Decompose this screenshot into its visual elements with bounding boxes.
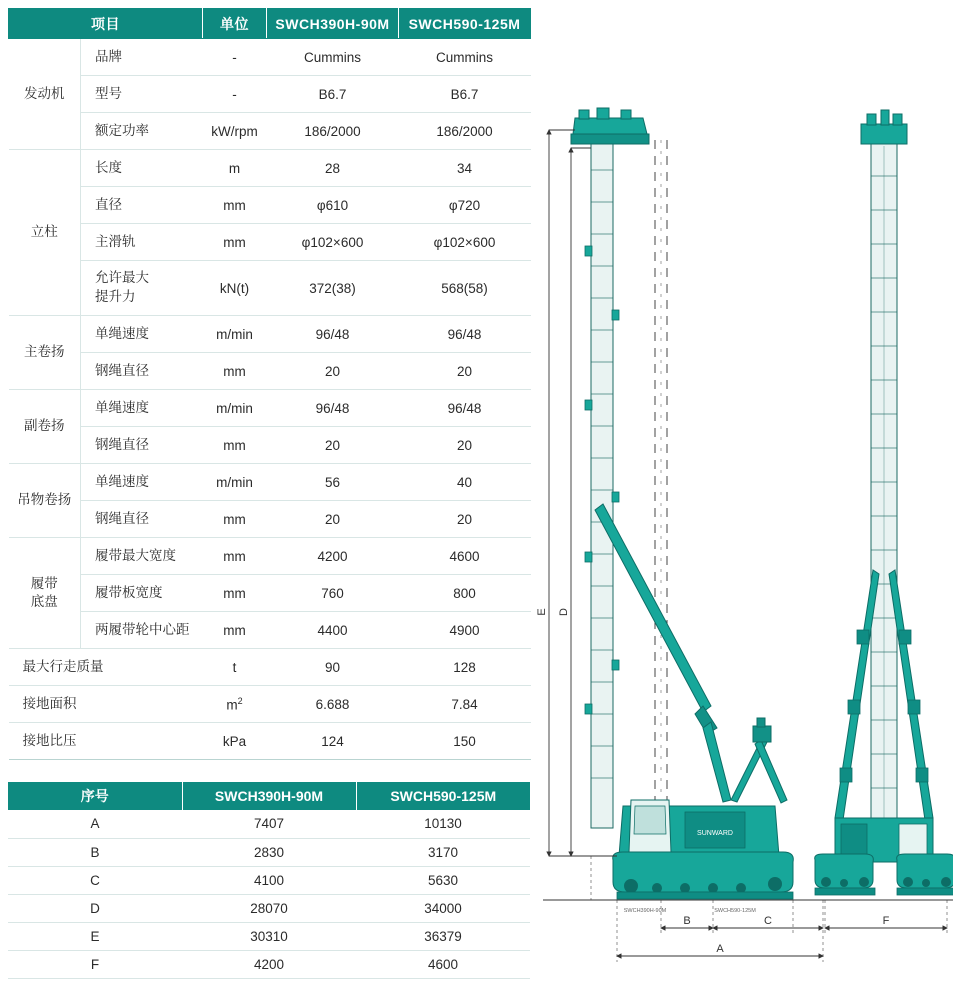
dims-value-1: 30310 bbox=[182, 922, 356, 950]
row-value-2: 568(58) bbox=[399, 261, 531, 316]
row-value-2: 96/48 bbox=[399, 390, 531, 427]
row-value-2: Cummins bbox=[399, 39, 531, 76]
row-value-1: 56 bbox=[267, 464, 399, 501]
row-value-2: 7.84 bbox=[399, 686, 531, 723]
row-value-1: 20 bbox=[267, 501, 399, 538]
table-row bbox=[9, 224, 531, 261]
row-value-1: 20 bbox=[267, 427, 399, 464]
dims-value-2: 34000 bbox=[356, 894, 530, 922]
dims-label: F bbox=[8, 950, 182, 978]
table-row bbox=[8, 838, 530, 866]
dimension-label-E: E bbox=[536, 608, 548, 616]
spec-header-model-2: SWCH590-125M bbox=[399, 9, 531, 39]
dims-value-2: 5630 bbox=[356, 866, 530, 894]
row-value-2: B6.7 bbox=[399, 76, 531, 113]
dims-header-model-1: SWCH390H-90M bbox=[182, 782, 356, 810]
row-value-2: 150 bbox=[399, 723, 531, 760]
row-unit: - bbox=[203, 76, 267, 113]
row-value-2: 800 bbox=[399, 575, 531, 612]
table-row bbox=[9, 538, 531, 575]
row-value-2: 4900 bbox=[399, 612, 531, 649]
group-label-undercarriage bbox=[9, 538, 81, 649]
table-row bbox=[9, 723, 531, 760]
row-unit: kW/rpm bbox=[203, 113, 267, 150]
table-row bbox=[8, 922, 530, 950]
row-item: 单绳速度 bbox=[81, 390, 203, 427]
row-item-line2: 提升力 bbox=[95, 289, 136, 304]
table-row bbox=[9, 390, 531, 427]
row-value-2: 20 bbox=[399, 353, 531, 390]
row-value-1: φ610 bbox=[267, 187, 399, 224]
row-value-2: 4600 bbox=[399, 538, 531, 575]
row-unit: m/min bbox=[203, 464, 267, 501]
group-label-lifting-winch: 吊物卷扬 bbox=[9, 464, 81, 538]
spec-header-unit: 单位 bbox=[203, 9, 267, 39]
row-value-2: 20 bbox=[399, 501, 531, 538]
table-row bbox=[9, 39, 531, 76]
dims-value-2: 36379 bbox=[356, 922, 530, 950]
row-item: 型号 bbox=[81, 76, 203, 113]
table-row bbox=[9, 464, 531, 501]
row-item: 额定功率 bbox=[81, 113, 203, 150]
group-label-line2: 底盘 bbox=[30, 594, 58, 609]
dims-label: B bbox=[8, 838, 182, 866]
dimension-label-C: C bbox=[764, 915, 772, 927]
group-label-main-winch: 主卷扬 bbox=[9, 316, 81, 390]
dims-header-model-2: SWCH590-125M bbox=[356, 782, 530, 810]
row-value-2: 96/48 bbox=[399, 316, 531, 353]
side-view-machine bbox=[543, 108, 835, 914]
row-item-line1: 允许最大 bbox=[95, 270, 149, 286]
tables-column bbox=[8, 8, 530, 979]
table-row bbox=[9, 150, 531, 187]
dims-label: A bbox=[8, 810, 182, 838]
table-row bbox=[9, 261, 531, 316]
table-row bbox=[9, 686, 531, 723]
table-row bbox=[9, 427, 531, 464]
svg-text:SWCH590-125M: SWCH590-125M bbox=[714, 908, 756, 914]
dims-value-2: 3170 bbox=[356, 838, 530, 866]
table-row bbox=[8, 810, 530, 838]
row-unit bbox=[203, 686, 267, 723]
table-row bbox=[9, 76, 531, 113]
dims-value-2: 4600 bbox=[356, 950, 530, 978]
row-unit: - bbox=[203, 39, 267, 76]
row-item bbox=[81, 261, 203, 316]
dims-value-1: 2830 bbox=[182, 838, 356, 866]
table-row bbox=[8, 894, 530, 922]
row-value-1: 760 bbox=[267, 575, 399, 612]
row-value-2: 128 bbox=[399, 649, 531, 686]
row-unit: mm bbox=[203, 538, 267, 575]
row-value-1: 96/48 bbox=[267, 390, 399, 427]
row-item: 钢绳直径 bbox=[81, 353, 203, 390]
dimensions-table bbox=[8, 782, 530, 979]
row-value-1: Cummins bbox=[267, 39, 399, 76]
table-row bbox=[9, 501, 531, 538]
row-unit: kN(t) bbox=[203, 261, 267, 316]
dimension-label-D: D bbox=[558, 608, 570, 616]
row-unit: mm bbox=[203, 353, 267, 390]
row-value-2: 186/2000 bbox=[399, 113, 531, 150]
row-unit: mm bbox=[203, 575, 267, 612]
row-unit: mm bbox=[203, 501, 267, 538]
table-row bbox=[9, 316, 531, 353]
spec-header-model-1: SWCH390H-90M bbox=[267, 9, 399, 39]
row-unit: mm bbox=[203, 612, 267, 649]
row-item: 履带板宽度 bbox=[81, 575, 203, 612]
row-unit: kPa bbox=[203, 723, 267, 760]
row-item: 履带最大宽度 bbox=[81, 538, 203, 575]
row-value-2: 40 bbox=[399, 464, 531, 501]
row-value-1: 186/2000 bbox=[267, 113, 399, 150]
machine-drawings bbox=[535, 100, 953, 980]
row-item: 接地比压 bbox=[9, 723, 203, 760]
table-row bbox=[9, 649, 531, 686]
table-row bbox=[9, 353, 531, 390]
row-value-1: 124 bbox=[267, 723, 399, 760]
group-label-line1: 履带 bbox=[30, 575, 58, 591]
figures-column bbox=[535, 100, 953, 980]
row-value-1: 28 bbox=[267, 150, 399, 187]
row-unit: m bbox=[203, 150, 267, 187]
row-value-2: 34 bbox=[399, 150, 531, 187]
row-value-2: φ720 bbox=[399, 187, 531, 224]
row-value-1: 6.688 bbox=[267, 686, 399, 723]
front-view-machine bbox=[803, 110, 953, 900]
svg-text:SUNWARD: SUNWARD bbox=[697, 830, 733, 837]
row-value-1: 96/48 bbox=[267, 316, 399, 353]
row-item: 钢绳直径 bbox=[81, 427, 203, 464]
row-item: 长度 bbox=[81, 150, 203, 187]
row-unit: m/min bbox=[203, 390, 267, 427]
dims-value-1: 28070 bbox=[182, 894, 356, 922]
table-row bbox=[9, 113, 531, 150]
dims-label: E bbox=[8, 922, 182, 950]
row-item: 接地面积 bbox=[9, 686, 203, 723]
row-value-1: 20 bbox=[267, 353, 399, 390]
row-unit: mm bbox=[203, 427, 267, 464]
row-item: 单绳速度 bbox=[81, 464, 203, 501]
dims-label: C bbox=[8, 866, 182, 894]
dims-value-1: 4100 bbox=[182, 866, 356, 894]
dims-value-2: 10130 bbox=[356, 810, 530, 838]
row-unit: t bbox=[203, 649, 267, 686]
group-label-aux-winch: 副卷扬 bbox=[9, 390, 81, 464]
row-item: 主滑轨 bbox=[81, 224, 203, 261]
dims-value-1: 4200 bbox=[182, 950, 356, 978]
dimension-label-B: B bbox=[683, 915, 691, 927]
row-value-1: 4200 bbox=[267, 538, 399, 575]
dims-label: D bbox=[8, 894, 182, 922]
dimension-label-F: F bbox=[882, 915, 890, 927]
front-view-dimensions bbox=[825, 900, 947, 934]
table-row bbox=[9, 612, 531, 649]
row-item: 两履带轮中心距 bbox=[81, 612, 203, 649]
table-row bbox=[9, 187, 531, 224]
dims-header-index: 序号 bbox=[8, 782, 182, 810]
dims-value-1: 7407 bbox=[182, 810, 356, 838]
unit-superscript: 2 bbox=[237, 695, 243, 706]
unit-text: m bbox=[226, 697, 238, 713]
row-item: 直径 bbox=[81, 187, 203, 224]
spec-header-row bbox=[9, 9, 531, 39]
row-value-1: 90 bbox=[267, 649, 399, 686]
dimension-label-A: A bbox=[716, 943, 724, 955]
group-label-mast: 立柱 bbox=[9, 150, 81, 316]
row-value-2: 20 bbox=[399, 427, 531, 464]
table-row bbox=[8, 950, 530, 978]
row-unit: mm bbox=[203, 187, 267, 224]
row-value-1: 372(38) bbox=[267, 261, 399, 316]
row-item: 最大行走质量 bbox=[9, 649, 203, 686]
row-unit: mm bbox=[203, 224, 267, 261]
row-value-1: φ102×600 bbox=[267, 224, 399, 261]
table-row bbox=[8, 866, 530, 894]
row-value-1: 4400 bbox=[267, 612, 399, 649]
row-item: 品牌 bbox=[81, 39, 203, 76]
dimensions-table-wrap bbox=[8, 782, 530, 979]
row-value-2: φ102×600 bbox=[399, 224, 531, 261]
row-unit: m/min bbox=[203, 316, 267, 353]
specification-table bbox=[8, 8, 531, 760]
table-row bbox=[9, 575, 531, 612]
spec-header-item: 项目 bbox=[9, 9, 203, 39]
dims-header-row bbox=[8, 782, 530, 810]
row-value-1: B6.7 bbox=[267, 76, 399, 113]
row-item: 单绳速度 bbox=[81, 316, 203, 353]
group-label-engine: 发动机 bbox=[9, 39, 81, 150]
side-view-model-label: SWCH390H-90M bbox=[623, 908, 667, 914]
row-item: 钢绳直径 bbox=[81, 501, 203, 538]
